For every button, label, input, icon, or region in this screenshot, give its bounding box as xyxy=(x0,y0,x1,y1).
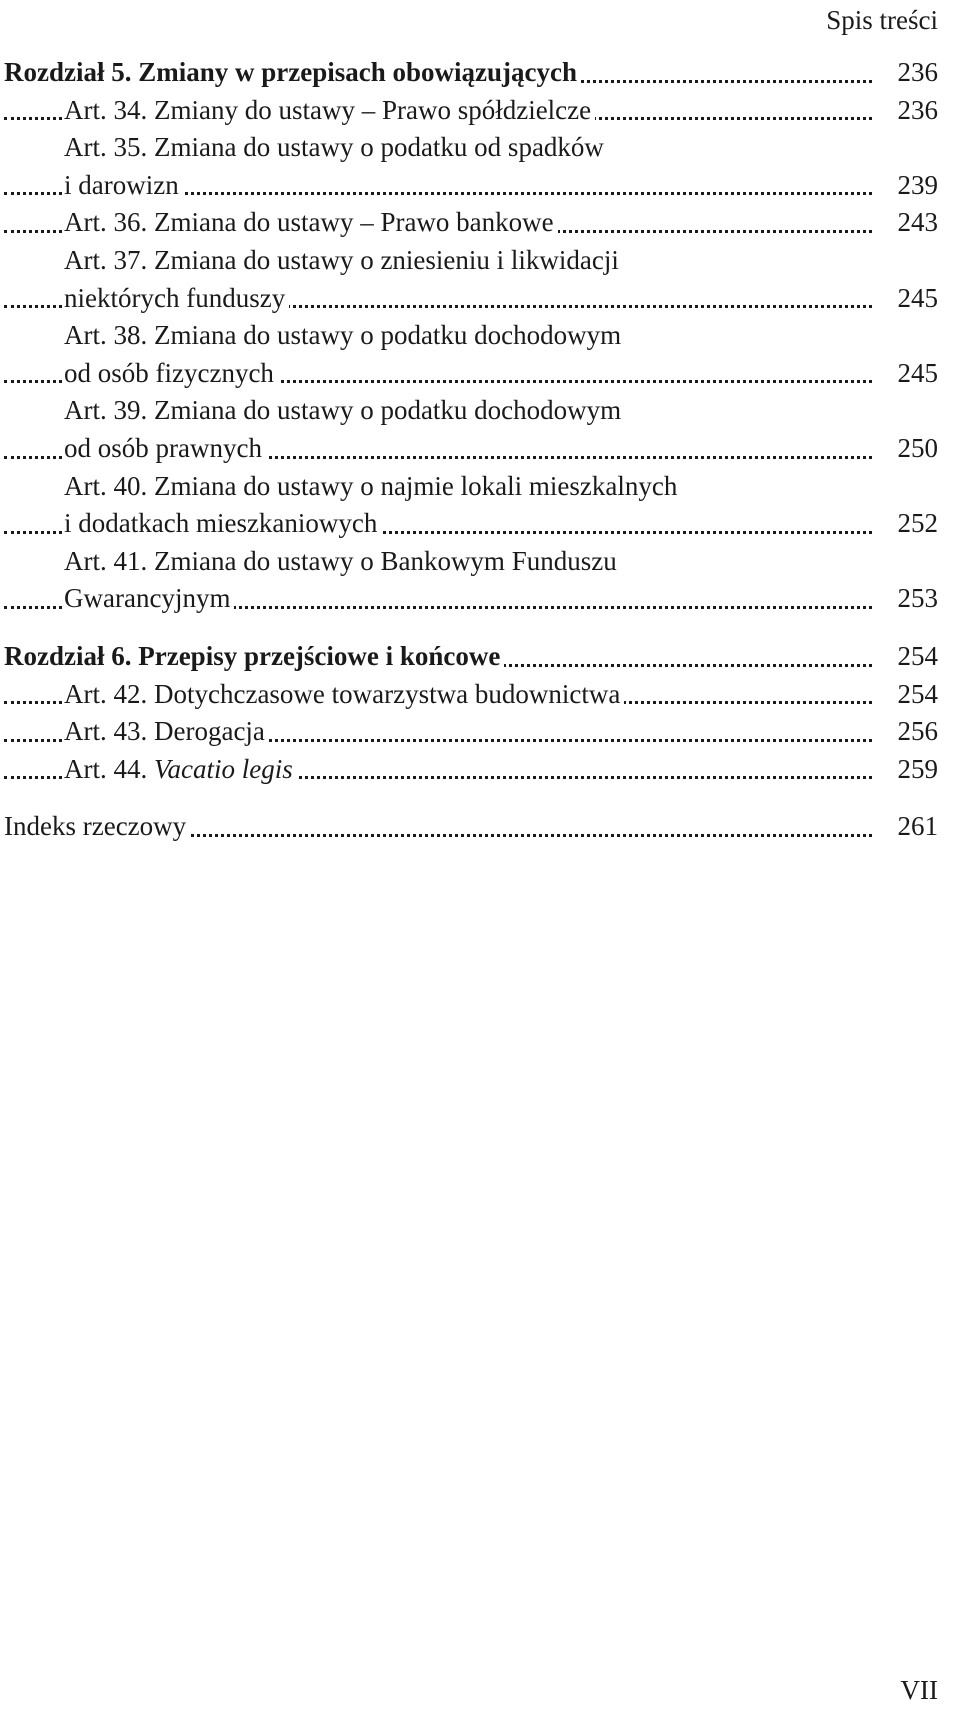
toc-entry-label: Art. 35. Zmiana do ustawy o podatku od spadków xyxy=(64,129,608,167)
toc-entry-page: 239 xyxy=(876,167,938,205)
toc-entry-label: Rozdział 5. Zmiany w przepisach obowiązujących xyxy=(4,54,581,92)
toc-entry-page: 236 xyxy=(876,54,938,92)
page-number: VII xyxy=(900,1675,938,1705)
toc-entry xyxy=(4,543,938,581)
toc-entry-page: 245 xyxy=(876,355,938,393)
toc-entry xyxy=(4,468,938,506)
toc-entry-page: 254 xyxy=(876,676,938,714)
toc-entry-italic: Vacatio legis xyxy=(154,753,293,784)
toc-entry xyxy=(4,751,938,789)
toc-entry-label: i dodatkach mieszkaniowych xyxy=(64,505,381,543)
toc-entry-page: 243 xyxy=(876,204,938,242)
toc-entry-label: Art. 43. Derogacja xyxy=(64,713,269,751)
toc-entry-label: i darowizn xyxy=(64,167,183,205)
toc-entry-label: Rozdział 6. Przepisy przejściowe i końcowe xyxy=(4,638,504,676)
toc-entry-label: Gwarancyjnym xyxy=(64,580,234,618)
toc-entry xyxy=(4,505,938,543)
toc-entry-page: 250 xyxy=(876,430,938,468)
toc-entry-page: 261 xyxy=(876,808,938,846)
toc-entry-label: Art. 34. Zmiany do ustawy – Prawo spółdzielcze xyxy=(64,92,595,130)
toc-entry-page: 236 xyxy=(876,92,938,130)
section-gap xyxy=(4,618,938,638)
toc-entry xyxy=(4,242,938,280)
toc-entry xyxy=(4,204,938,242)
toc-entry-page: 245 xyxy=(876,280,938,318)
toc-entry-label: niektórych funduszy xyxy=(64,280,289,318)
toc-entry-page: 253 xyxy=(876,580,938,618)
table-of-contents xyxy=(4,54,938,846)
running-header: Spis treści xyxy=(826,5,938,35)
toc-entry-label: od osób fizycznych xyxy=(64,355,278,393)
toc-entry-label: Art. 37. Zmiana do ustawy o zniesieniu i likwidacji xyxy=(64,242,623,280)
toc-entry xyxy=(4,638,938,676)
toc-entry xyxy=(4,317,938,355)
toc-entry-label: Art. 38. Zmiana do ustawy o podatku dochodowym xyxy=(64,317,625,355)
toc-entry-label: Art. 44. Vacatio legis xyxy=(64,751,297,789)
toc-entry-page: 254 xyxy=(876,638,938,676)
toc-entry-page: 252 xyxy=(876,505,938,543)
section-gap xyxy=(4,788,938,808)
toc-entry xyxy=(4,54,938,92)
toc-entry-label: Indeks rzeczowy xyxy=(4,808,190,846)
toc-entry xyxy=(4,392,938,430)
toc-entry xyxy=(4,280,938,318)
toc-entry-page: 259 xyxy=(876,751,938,789)
toc-entry-label: od osób prawnych xyxy=(64,430,266,468)
toc-entry xyxy=(4,355,938,393)
toc-entry-page: 256 xyxy=(876,713,938,751)
toc-entry-label: Art. 41. Zmiana do ustawy o Bankowym Funduszu xyxy=(64,543,621,581)
toc-entry xyxy=(4,129,938,167)
toc-entry xyxy=(4,167,938,205)
toc-entry xyxy=(4,713,938,751)
toc-entry-label: Art. 39. Zmiana do ustawy o podatku dochodowym xyxy=(64,392,625,430)
toc-entry xyxy=(4,580,938,618)
toc-entry xyxy=(4,808,938,846)
toc-entry xyxy=(4,430,938,468)
toc-entry-label: Art. 40. Zmiana do ustawy o najmie lokali mieszkalnych xyxy=(64,468,681,506)
toc-entry xyxy=(4,92,938,130)
toc-entry-label: Art. 36. Zmiana do ustawy – Prawo bankowe xyxy=(64,204,558,242)
toc-entry xyxy=(4,676,938,714)
toc-entry-label: Art. 42. Dotychczasowe towarzystwa budownictwa xyxy=(64,676,624,714)
